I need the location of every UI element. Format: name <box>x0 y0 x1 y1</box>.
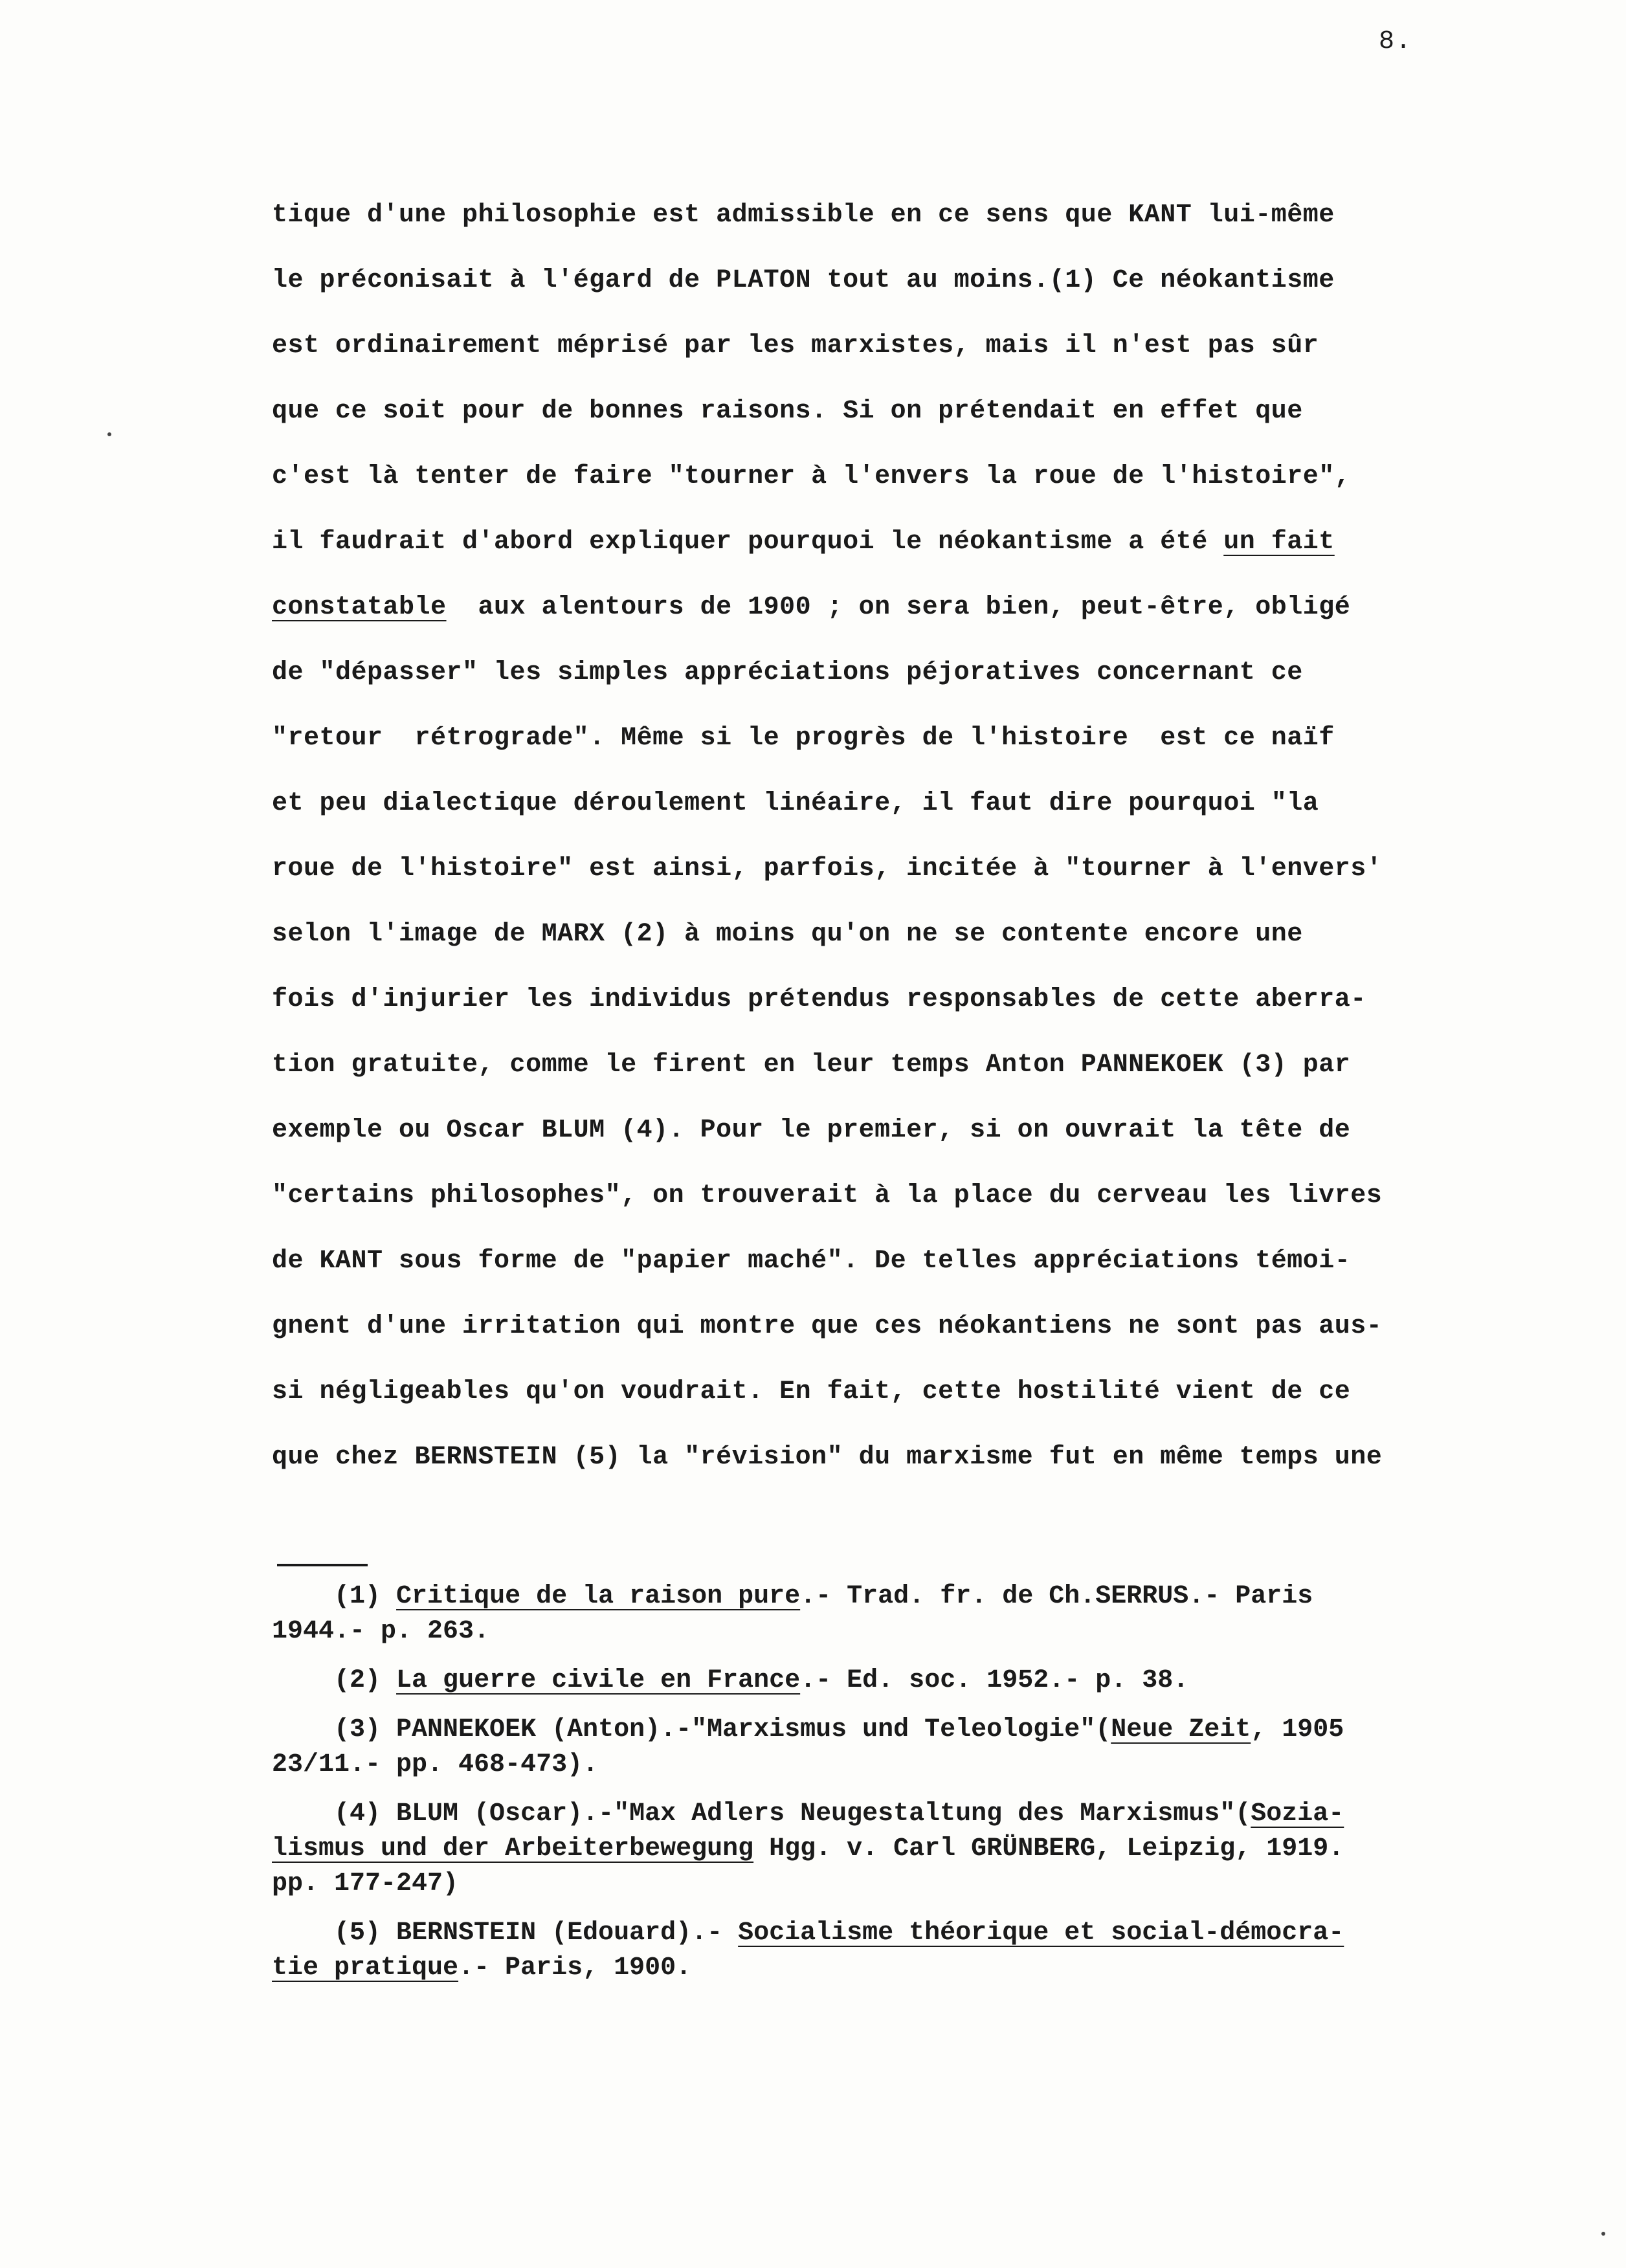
footnote-text: PANNEKOEK (Anton).-"Marxismus und Teleologie"( <box>381 1715 1111 1744</box>
footnote-separator <box>277 1564 368 1566</box>
body-line <box>272 1425 1521 1490</box>
footnote-text: Hgg. v. Carl GRÜNBERG, Leipzig, 1919. <box>753 1834 1344 1863</box>
footnote <box>272 1916 1521 1986</box>
footnote-continuation <box>272 1867 1521 1902</box>
body-line <box>272 902 1521 967</box>
footnote <box>272 1797 1521 1902</box>
body-line-text: que chez BERNSTEIN (5) la "révision" du marxisme fut en même temps une <box>272 1443 1383 1472</box>
body-line-text: si négligeables qu'on voudrait. En fait, cette hostilité vient de ce <box>272 1377 1351 1406</box>
footnote-number: (4) <box>334 1799 381 1829</box>
footnote-text <box>381 1582 396 1611</box>
footnote-number: (2) <box>334 1666 381 1695</box>
body-line <box>272 313 1521 379</box>
footnote-title: Socialisme théorique et social-démocra- <box>738 1918 1344 1948</box>
footnote-title: Sozia- <box>1251 1799 1344 1829</box>
body-line-text: et peu dialectique déroulement linéaire, il faut dire pourquoi "la <box>272 789 1319 818</box>
footnote-number: (3) <box>334 1715 381 1744</box>
body-line <box>272 1098 1521 1163</box>
body-line <box>272 509 1521 575</box>
footnote <box>272 1579 1521 1649</box>
underlined-text: un fait <box>1223 528 1335 557</box>
body-line <box>272 771 1521 836</box>
body-line <box>272 706 1521 771</box>
body-line <box>272 1359 1521 1425</box>
footnote-number: (5) <box>334 1918 381 1948</box>
body-line <box>272 836 1521 902</box>
body-line <box>272 444 1521 509</box>
body-line-text: aux alentours de 1900 ; on sera bien, peut-être, obligé <box>446 593 1351 622</box>
footnote-title: tie pratique <box>272 1953 459 1983</box>
body-line-text: de KANT sous forme de "papier maché". De telles appréciations témoi- <box>272 1247 1351 1276</box>
body-line-text: gnent d'une irritation qui montre que ces néokantiens ne sont pas aus- <box>272 1312 1383 1341</box>
footnotes <box>272 1579 1521 2000</box>
body-line <box>272 1032 1521 1098</box>
footnote-continuation <box>272 1832 1521 1867</box>
body-line <box>272 640 1521 706</box>
footnote-continuation <box>272 1614 1521 1649</box>
body-line <box>272 1294 1521 1359</box>
body-line <box>272 1228 1521 1294</box>
footnote-continuation <box>272 1748 1521 1783</box>
body-line-text: il faudrait d'abord expliquer pourquoi le néokantisme a été <box>272 528 1224 557</box>
underlined-text: constatable <box>272 593 447 622</box>
body-line-text: tion gratuite, comme le firent en leur temps Anton PANNEKOEK (3) par <box>272 1051 1351 1080</box>
body-line-text: le préconisait à l'égard de PLATON tout au moins.(1) Ce néokantisme <box>272 266 1335 295</box>
scan-speck <box>1601 2232 1605 2236</box>
body-line <box>272 183 1521 248</box>
footnote-continuation <box>272 1951 1521 1986</box>
body-line <box>272 967 1521 1032</box>
footnote-first-line <box>272 1715 1344 1744</box>
page-number: 8. <box>1379 27 1413 56</box>
footnote-text: .- Ed. soc. 1952.- p. 38. <box>800 1666 1189 1695</box>
body-line-text: de "dépasser" les simples appréciations péjoratives concernant ce <box>272 658 1303 687</box>
footnote-title: Critique de la raison pure <box>396 1582 801 1611</box>
footnote-first-line <box>272 1582 1313 1611</box>
footnote <box>272 1663 1521 1698</box>
footnote-text: BLUM (Oscar).-"Max Adlers Neugestaltung des Marxismus"( <box>381 1799 1251 1829</box>
footnote-text: 1944.- p. 263. <box>272 1617 490 1646</box>
footnote-number: (1) <box>334 1582 381 1611</box>
body-line <box>272 575 1521 640</box>
body-line-text: est ordinairement méprisé par les marxistes, mais il n'est pas sûr <box>272 331 1319 361</box>
footnote-title: La guerre civile en France <box>396 1666 801 1695</box>
body-line-text: c'est là tenter de faire "tourner à l'envers la roue de l'histoire", <box>272 462 1351 491</box>
body-line-text: "retour rétrograde". Même si le progrès de l'histoire est ce naïf <box>272 724 1335 753</box>
body-line-text: tique d'une philosophie est admissible en ce sens que KANT lui-même <box>272 201 1335 230</box>
footnote-title: Neue Zeit <box>1111 1715 1251 1744</box>
scan-speck <box>107 432 111 436</box>
body-line <box>272 248 1521 313</box>
footnote-first-line <box>272 1918 1344 1948</box>
body-line <box>272 1163 1521 1228</box>
footnote-first-line <box>272 1666 1188 1695</box>
footnote <box>272 1713 1521 1783</box>
body-line-text: fois d'injurier les individus prétendus responsables de cette aberra- <box>272 985 1366 1014</box>
footnote-text <box>381 1666 396 1695</box>
footnote-text: .- Paris, 1900. <box>458 1953 692 1983</box>
footnote-text: , 1905 <box>1251 1715 1344 1744</box>
body-text <box>272 183 1521 1490</box>
body-line-text: "certains philosophes", on trouverait à la place du cerveau les livres <box>272 1181 1383 1210</box>
body-line-text: roue de l'histoire" est ainsi, parfois, incitée à "tourner à l'envers' <box>272 854 1383 884</box>
body-line <box>272 379 1521 444</box>
body-line-text: selon l'image de MARX (2) à moins qu'on ne se contente encore une <box>272 920 1303 949</box>
footnote-text: BERNSTEIN (Edouard).- <box>381 1918 739 1948</box>
body-line-text: exemple ou Oscar BLUM (4). Pour le premier, si on ouvrait la tête de <box>272 1116 1351 1145</box>
footnote-title: lismus und der Arbeiterbewegung <box>272 1834 754 1863</box>
body-line-text: que ce soit pour de bonnes raisons. Si on prétendait en effet que <box>272 397 1303 426</box>
footnote-text: .- Trad. fr. de Ch.SERRUS.- Paris <box>800 1582 1313 1611</box>
footnote-text: 23/11.- pp. 468-473). <box>272 1750 599 1779</box>
footnote-first-line <box>272 1799 1344 1829</box>
footnote-text: pp. 177-247) <box>272 1869 459 1898</box>
